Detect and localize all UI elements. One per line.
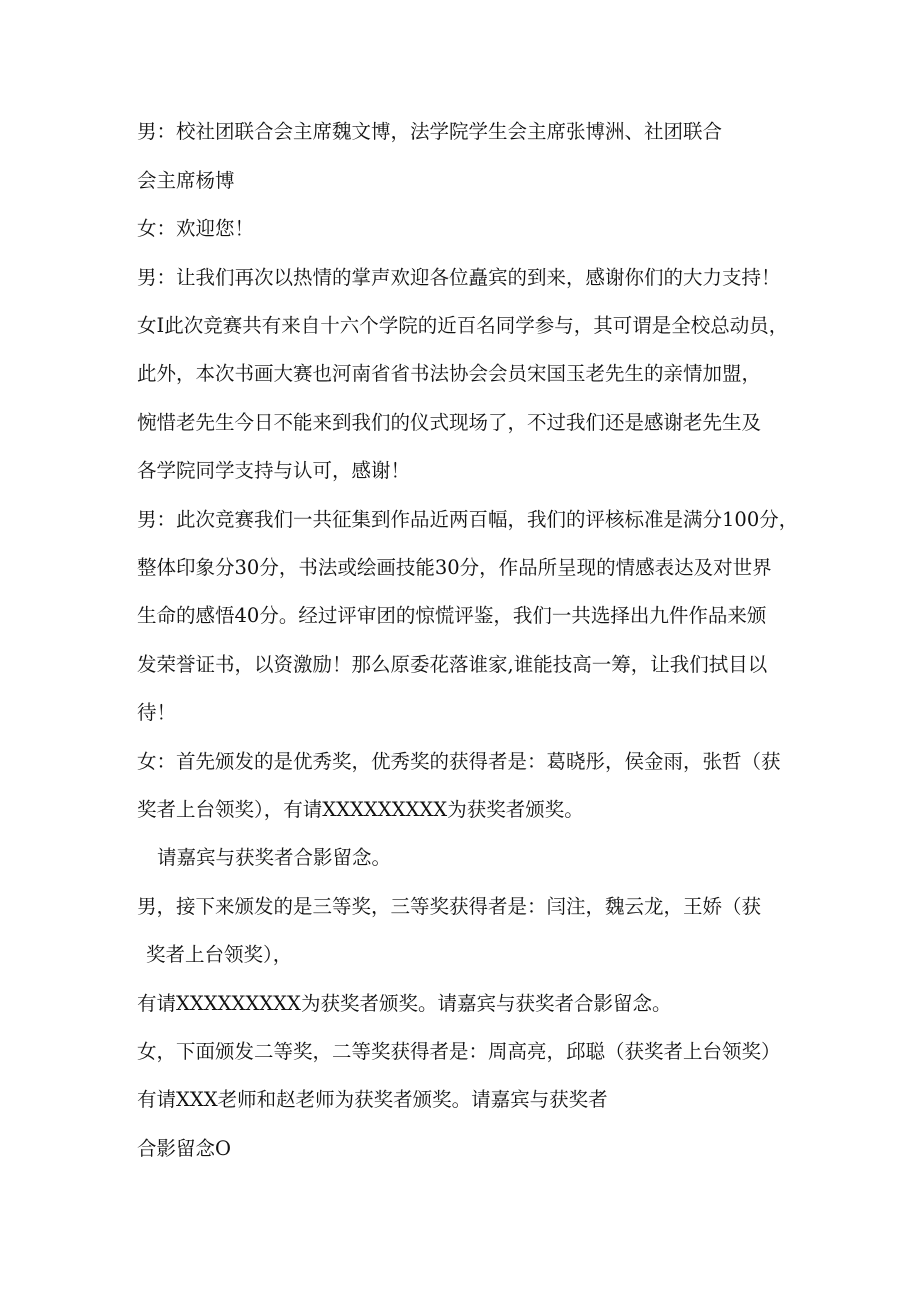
text-line: 男：让我们再次以热情的掌声欢迎各位矗宾的到来，感谢你们的大力支持！ <box>137 266 781 289</box>
text-line: 有请XXX老师和赵老师为获奖者颁奖。请嘉宾与获奖者 <box>137 1088 608 1111</box>
text-line: 各学院同学支持与认可，感谢！ <box>137 459 411 482</box>
text-line: 此外，本次书画大赛也河南省省书法协会会员宋国玉老先生的亲情加盟， <box>137 362 762 385</box>
text-line: 有请XXXXXXXXX为获奖者颁奖。请嘉宾与获奖者合影留念。 <box>137 992 672 1015</box>
text-line: 合影留念O <box>137 1137 231 1160</box>
text-line: 男：此次竞赛我们一共征集到作品近两百幅，我们的评核标准是满分100分， <box>137 508 799 531</box>
text-line: 男，接下来颁发的是三等奖，三等奖获得者是：闫注，魏云龙，王娇（获 <box>137 895 762 918</box>
text-line: 整体印象分30分，书法或绘画技能30分，作品所呈现的情感表达及对世界 <box>137 556 772 579</box>
text-line: 女：首先颁发的是优秀奖，优秀奖的获得者是：葛晓彤，侯金雨，张哲（获 <box>137 750 781 773</box>
text-line: 发荣誉证书，以资激励！那么原委花落谁家,谁能技高一筹，让我们拭目以 <box>137 653 768 676</box>
text-line: 会主席杨博 <box>137 169 235 192</box>
text-line: 女：欢迎您！ <box>137 217 255 240</box>
text-line: 奖者上台领奖）， <box>146 943 293 966</box>
text-line: 请嘉宾与获奖者合影留念。 <box>157 846 392 869</box>
text-line: 惋惜老先生今日不能来到我们的仪式现场了，不过我们还是感谢老先生及 <box>137 411 762 434</box>
text-line: 女，下面颁发二等奖，二等奖获得者是：周高亮，邱聪（获奖者上台领奖） <box>137 1040 781 1063</box>
text-line: 女I此次竞赛共有来自十六个学院的近百名同学参与，其可谓是全校总动员， <box>137 314 789 337</box>
text-line: 男：校社团联合会主席魏文博，法学院学生会主席张博洲、社团联合 <box>137 120 723 143</box>
text-line: 待！ <box>137 701 177 724</box>
text-line: 生命的感悟40分。经过评审团的惊慌评鉴，我们一共选择出九件作品来颁 <box>137 604 767 627</box>
text-line: 奖者上台领奖），有请XXXXXXXXX为获奖者颁奖。 <box>137 798 584 821</box>
